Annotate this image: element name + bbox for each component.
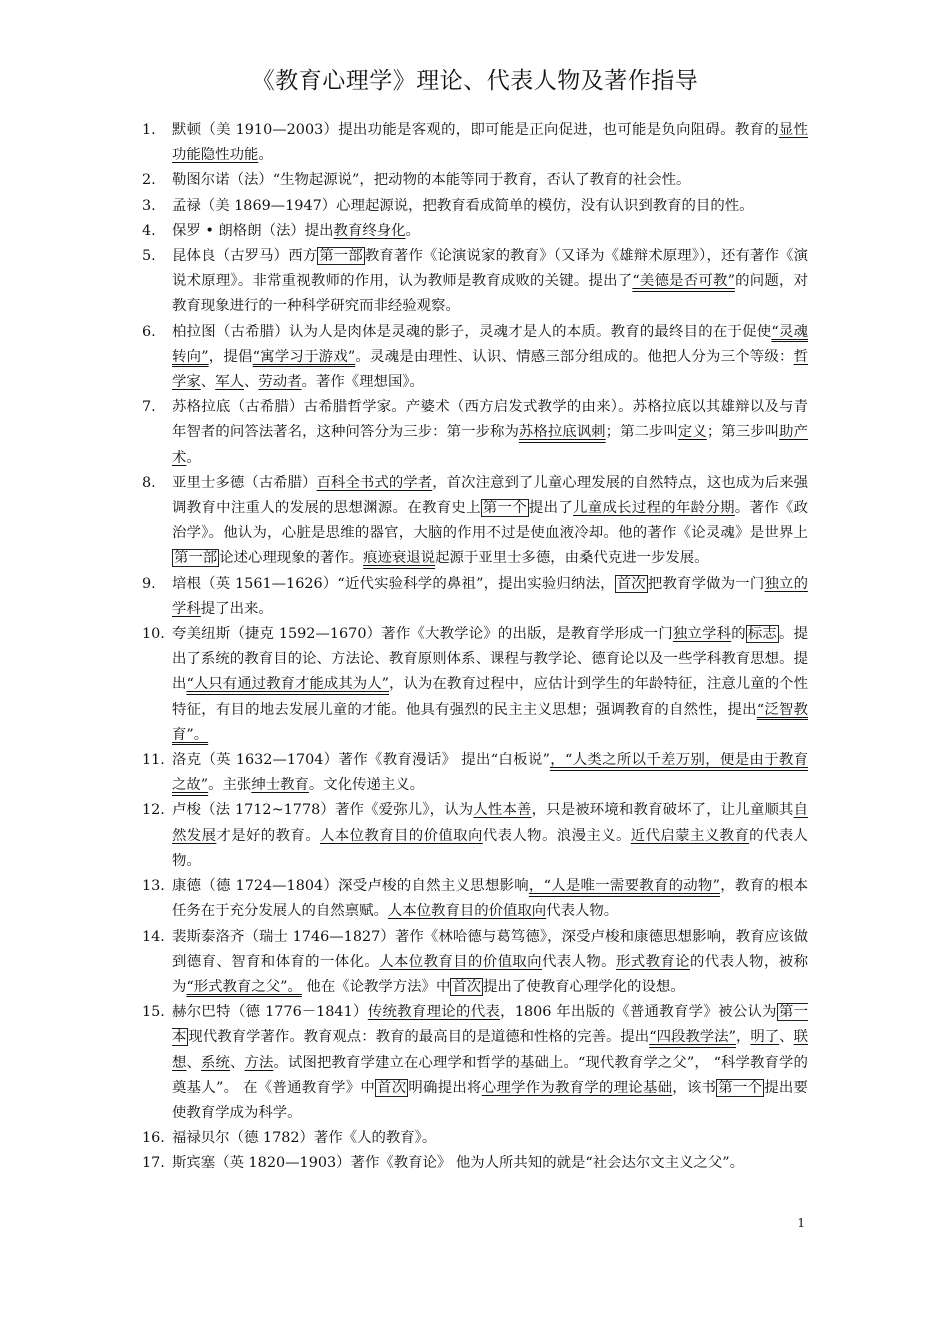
text-segment: 卢梭（法 1712~1778）著作《爱弥儿》，认为	[172, 802, 474, 819]
text-segment: ，1806 年出版的《普通教育学》被公认为	[500, 1004, 777, 1021]
underlined-text: 助产术	[172, 424, 808, 466]
text-segment: 提出了使教育心理学化的设想。	[483, 978, 685, 995]
item-number: 15.	[142, 1004, 165, 1021]
text-segment: ，提倡	[208, 348, 253, 365]
item-text	[172, 395, 808, 471]
item-text	[172, 168, 808, 193]
double-underlined-text: ，“人类之所以千差万别，便是由于教育之故”	[172, 752, 808, 794]
double-underlined-text: “美德是否可教”	[632, 273, 735, 290]
text-segment: 才是好的教育。	[216, 827, 320, 844]
text-segment: 的代表人物。	[172, 827, 808, 869]
text-segment: 现代教育学著作。教育观点：教育的最高目的是道德和性格的完善。提出	[188, 1029, 650, 1046]
item-text	[172, 118, 808, 168]
text-segment: 把教育学做为一门	[647, 575, 765, 592]
text-segment: 。文化传递主义。	[308, 777, 425, 794]
double-underlined-text: “四段教学法”	[649, 1029, 736, 1046]
text-segment: 福禄贝尔（德 1782）著作《人的教育》。	[172, 1130, 437, 1147]
text-segment: 、	[200, 374, 216, 391]
underlined-text: 哲学家	[172, 348, 809, 391]
text-segment: ，教育的根本任务在于充分发展人的自然禀赋。	[172, 878, 809, 920]
underlined-text: 教育终身化	[333, 222, 406, 239]
text-segment: 。提出了系统的教育目的论、方法论、教育原则体系、课程与教学论、德育论以及一些学科教育思想。提出	[172, 626, 808, 693]
underlined-text: 人本位教育目的价值取向	[379, 953, 542, 970]
text-segment: 裴斯泰洛齐（瑞士 1746—1827）著作《林哈德与葛笃德》，深受卢梭和康德思想影响，教育应该做到德育、智育和体育的一体化。	[172, 928, 808, 970]
list-item	[142, 1000, 808, 1126]
underlined-text: 系统	[201, 1054, 230, 1071]
text-segment: 。	[258, 147, 273, 164]
underlined-text: 人本位教育目的价值取向	[387, 903, 547, 920]
item-number: 7.	[142, 399, 156, 416]
text-segment: 孟禄（美 1869—1947）心理起源说，把教育看成简单的模仿，没有认识到教育的目的性。	[172, 197, 754, 214]
text-segment: 教育著作《论演说家的教育》（又译为《雄辩术原理》），还有著作《演说术原理》。非常重视教师的作用，认为教师是教育成败的关键。提出了	[172, 248, 808, 290]
list-item	[142, 622, 808, 748]
page-number: 1	[797, 1216, 805, 1230]
list-item	[142, 748, 808, 798]
item-text	[172, 925, 808, 1001]
item-number: 11.	[142, 752, 165, 769]
text-segment: 保罗 • 朗格朗（法）提出	[172, 222, 334, 239]
boxed-emphasis: 首次	[452, 978, 482, 995]
underlined-text: 联想	[172, 1029, 808, 1071]
text-segment: 的问题，对教育现象进行的一种科学研究而非经验观察。	[172, 273, 808, 315]
list-item	[142, 1151, 808, 1176]
item-number: 17.	[142, 1155, 165, 1172]
text-segment: 的代表人物，被称为	[172, 953, 808, 995]
underlined-text: 人本位教育目的价值取向	[320, 827, 483, 844]
text-segment: 。灵魂是由理性、认识、情感三部分组成的。他把人分为三个等级：	[355, 348, 794, 365]
text-segment: 提出了	[528, 500, 574, 517]
boxed-emphasis: 第一本	[172, 1004, 808, 1046]
text-segment: 起源于亚里士多德，由桑代克进一步发展。	[435, 550, 709, 567]
item-number: 5.	[142, 248, 156, 265]
text-segment: 。主张	[208, 777, 252, 794]
item-number: 4.	[142, 222, 156, 239]
text-segment: 、	[779, 1029, 794, 1046]
item-text	[172, 748, 808, 798]
underlined-text: 定义	[677, 424, 707, 441]
item-text	[172, 471, 808, 572]
item-text	[172, 798, 808, 874]
item-number: 16.	[142, 1130, 165, 1147]
item-text	[172, 622, 808, 748]
list-item	[142, 320, 808, 396]
text-segment: 。试图把教育学建立在心理学和哲学的基础上。“现代教育学之父”， “科学教育学的奠基人”。 在《普通教育学》中	[172, 1054, 808, 1096]
text-segment: 培根（英 1561—1626）“近代实验科学的鼻祖”，提出实验归纳法，	[172, 575, 615, 592]
underlined-text: 人性本善	[473, 802, 532, 819]
text-segment: 、	[230, 1054, 245, 1071]
boxed-emphasis: 首次	[377, 1079, 407, 1096]
underlined-text: 心理学作为教育学的理论基础	[481, 1079, 673, 1096]
list-item	[142, 118, 808, 168]
text-segment: 斯宾塞（英 1820—1903）著作《教育论》 他为人所共知的就是“社会达尔文主义之父”。	[172, 1155, 745, 1172]
underlined-text: 方法	[244, 1054, 274, 1071]
boxed-emphasis: 首次	[616, 575, 646, 592]
underlined-text: 形式教育论	[615, 953, 690, 970]
item-number: 10.	[142, 626, 165, 643]
item-text	[172, 874, 808, 924]
underlined-text: 百科全书式的学者	[316, 474, 433, 491]
text-segment: 论述心理现象的著作。	[219, 550, 364, 567]
list-item	[142, 244, 808, 320]
item-text	[172, 320, 808, 396]
page-title: 《教育心理学》理论、代表人物及著作指导	[251, 68, 699, 94]
text-segment: 的	[731, 626, 746, 643]
double-underlined-text: 痕迹衰退说	[363, 550, 436, 567]
text-segment: ，	[735, 1029, 751, 1046]
text-segment: 提出要使教育学成为科学。	[172, 1079, 808, 1121]
text-segment: ，认为在教育过程中，应估计到学生的年龄特征，注意儿童的个性特征，有目的地去发展儿童的才能。他具有强烈的民主主义思想；强调教育的自然性，提出	[172, 676, 808, 718]
text-segment: 默顿（美 1910—2003）提出功能是客观的，即可能是正向促进，也可能是负向阻碍。教育的	[172, 122, 779, 138]
item-number: 2.	[142, 172, 156, 189]
item-text	[172, 194, 808, 219]
double-underlined-text: “寓学习于游戏”	[252, 348, 356, 365]
text-segment: ，首次注意到了儿童心理发展的自然特点，这也成为后来强调教育中注重人的发展的思想渊源。在教育史上	[172, 474, 808, 517]
item-number: 14.	[142, 928, 165, 945]
underlined-text: 军人	[215, 374, 244, 391]
text-segment: 代表人物。浪漫主义。	[482, 827, 631, 844]
item-number: 1.	[142, 122, 156, 138]
text-segment: 他在《论教学方法》中	[301, 978, 451, 995]
list-item	[142, 471, 808, 572]
item-number: 3.	[142, 197, 156, 214]
text-segment: ，只是被环境和教育破坏了，让儿童顺其	[531, 802, 794, 819]
boxed-emphasis: 第一个	[718, 1079, 763, 1096]
list-item	[142, 194, 808, 219]
item-text	[172, 219, 808, 244]
double-underlined-text: “泛智教育”。	[172, 701, 808, 743]
text-segment: ；第二步叫	[605, 424, 678, 441]
text-segment: ，该书	[672, 1079, 717, 1096]
text-segment: 、	[244, 374, 259, 391]
boxed-emphasis: 第一部	[174, 550, 218, 567]
text-segment: 赫尔巴特（德 1776－1841）	[172, 1004, 368, 1021]
double-underlined-text: 苏格拉底讽刺	[518, 424, 606, 441]
item-number: 8.	[142, 474, 156, 491]
text-segment: 、	[186, 1054, 201, 1071]
list-item	[142, 572, 808, 622]
text-segment: 代表人物。	[546, 903, 619, 920]
text-segment: ；第三步叫	[706, 424, 780, 441]
item-text	[172, 1000, 808, 1126]
text-segment: 代表人物。	[541, 953, 616, 970]
underlined-text: 显性功能隐性功能	[172, 122, 808, 164]
underlined-text: 绅士教育	[251, 777, 309, 794]
double-underlined-text: “人只有通过教育才能成其为人”	[186, 676, 390, 693]
text-segment: 。著作《政治学》。他认为，心脏是思维的器官，大脑的作用不过是使血液冷却。他的著作《论灵魂》是世界上	[172, 500, 808, 542]
underlined-text: 明了	[750, 1029, 780, 1046]
text-segment: 洛克（英 1632—1704）著作《教育漫话》 提出“白板说”	[172, 752, 550, 769]
item-text	[172, 1151, 808, 1176]
list-item	[142, 168, 808, 193]
list-item	[142, 219, 808, 244]
item-text	[172, 244, 808, 320]
boxed-emphasis: 标志	[747, 626, 777, 643]
item-number: 9.	[142, 575, 156, 592]
underlined-text: 儿童成长过程的年龄分期	[573, 500, 735, 517]
boxed-emphasis: 第一个	[482, 500, 527, 517]
list-item	[142, 395, 808, 471]
list-item	[142, 925, 808, 1001]
list-item	[142, 874, 808, 924]
list-item	[142, 1126, 808, 1151]
item-text	[172, 1126, 808, 1151]
theorist-list	[142, 118, 808, 1177]
double-underlined-text: ，“人是唯一需要教育的动物”	[528, 878, 720, 895]
underlined-text: 自然发展	[172, 802, 808, 844]
text-segment: 苏格拉底（古希腊）古希腊哲学家。产婆术（西方启发式教学的由来）。苏格拉底以其雄辩以及与青年智者的问答法著名，这种问答分为三步：第一步称为	[172, 399, 808, 441]
double-underlined-text: “形式教育之父”。	[186, 978, 302, 995]
list-item	[142, 798, 808, 874]
item-number: 6.	[142, 323, 156, 340]
text-segment: 明确提出将	[408, 1079, 482, 1096]
text-segment: 亚里士多德（古希腊）	[172, 474, 317, 491]
underlined-text: 劳动者	[258, 374, 302, 391]
text-segment: 夸美纽斯（捷克 1592—1670）著作《大教学论》的出版，是教育学形成一门	[172, 626, 673, 643]
text-segment: 康德（德 1724—1804）深受卢梭的自然主义思想影响	[172, 878, 529, 895]
text-segment: 勒图尔诺（法）“生物起源说”，把动物的本能等同于教育，否认了教育的社会性。	[172, 172, 691, 189]
double-underlined-text: “灵魂转向”	[172, 323, 808, 365]
text-segment: 柏拉图（古希腊）认为人是肉体是灵魂的影子，灵魂才是人的本质。教育的最终目的在于促使	[172, 323, 772, 340]
boxed-emphasis: 第一部	[319, 248, 363, 265]
underlined-text: 近代启蒙主义教育	[630, 827, 750, 844]
underlined-text: 独立学科	[672, 626, 732, 643]
underlined-text: 传统教育理论的代表	[367, 1004, 501, 1021]
text-segment: 提了出来。	[200, 600, 273, 617]
text-segment: 昆体良（古罗马）西方	[172, 248, 318, 265]
underlined-text: 独立的学科	[172, 575, 808, 617]
item-number: 12.	[142, 802, 165, 819]
text-segment: 。	[186, 449, 201, 466]
item-text	[172, 572, 808, 622]
text-segment: 。著作《理想国》。	[301, 374, 424, 391]
text-segment: 。	[405, 222, 420, 239]
item-number: 13.	[142, 878, 165, 895]
